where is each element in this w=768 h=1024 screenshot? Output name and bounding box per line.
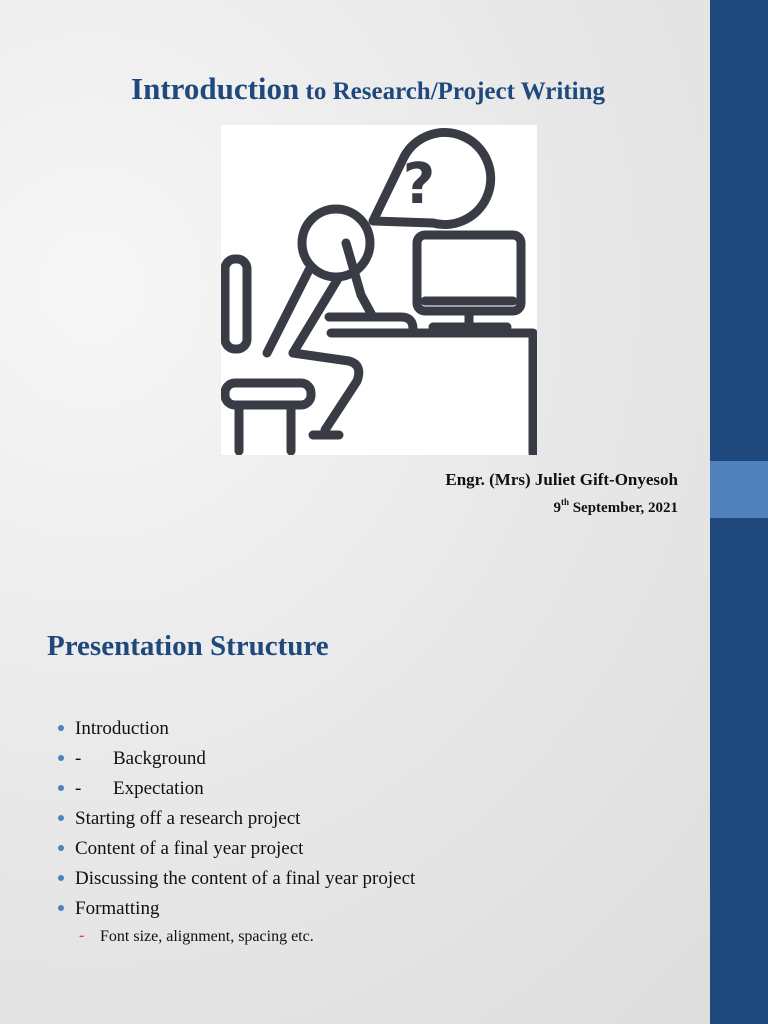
list-item-text: Discussing the content of a final year project <box>75 868 416 889</box>
title-rest: to Research/Project Writing <box>299 78 605 105</box>
list-item-text: Background <box>113 748 206 769</box>
date-rest: September, 2021 <box>568 500 678 516</box>
list-item <box>57 836 415 866</box>
list-item <box>57 866 415 896</box>
sub-list-item-text: Font size, alignment, spacing etc. <box>100 928 314 945</box>
slide-title <box>0 70 736 107</box>
author-name: Engr. (Mrs) Juliet Gift-Onyesoh <box>445 470 678 489</box>
chair-back-shape <box>225 259 247 349</box>
person-leg-shape <box>293 353 359 430</box>
list-item <box>57 896 415 926</box>
person-at-computer-question-icon <box>221 125 537 455</box>
sidebar-accent-block <box>710 461 768 518</box>
list-item-text: Expectation <box>113 778 204 799</box>
list-item <box>57 806 415 836</box>
list-item-text: Introduction <box>75 718 169 739</box>
person-forearm-shape <box>329 317 413 329</box>
chair-seat-shape <box>225 383 311 405</box>
list-item <box>57 746 415 776</box>
structure-list <box>57 716 415 954</box>
person-head-shape <box>302 209 370 277</box>
date-suffix: th <box>560 497 569 507</box>
desk-shape <box>331 333 533 453</box>
list-item <box>57 716 415 746</box>
list-item-dash: - <box>75 748 82 769</box>
list-item-dash: - <box>75 778 82 799</box>
list-item-text: Formatting <box>75 898 160 919</box>
title-main: Introduction <box>131 71 300 106</box>
question-mark-icon: ? <box>402 152 436 217</box>
list-item-text: Content of a final year project <box>75 838 304 859</box>
sub-list-item-dash: - <box>79 927 85 944</box>
sub-list-item <box>57 926 415 954</box>
section-title: Presentation Structure <box>47 630 329 662</box>
date-day: 9 <box>553 500 561 516</box>
list-item-text: Starting off a research project <box>75 808 301 829</box>
list-item <box>57 776 415 806</box>
presentation-date <box>553 497 678 517</box>
